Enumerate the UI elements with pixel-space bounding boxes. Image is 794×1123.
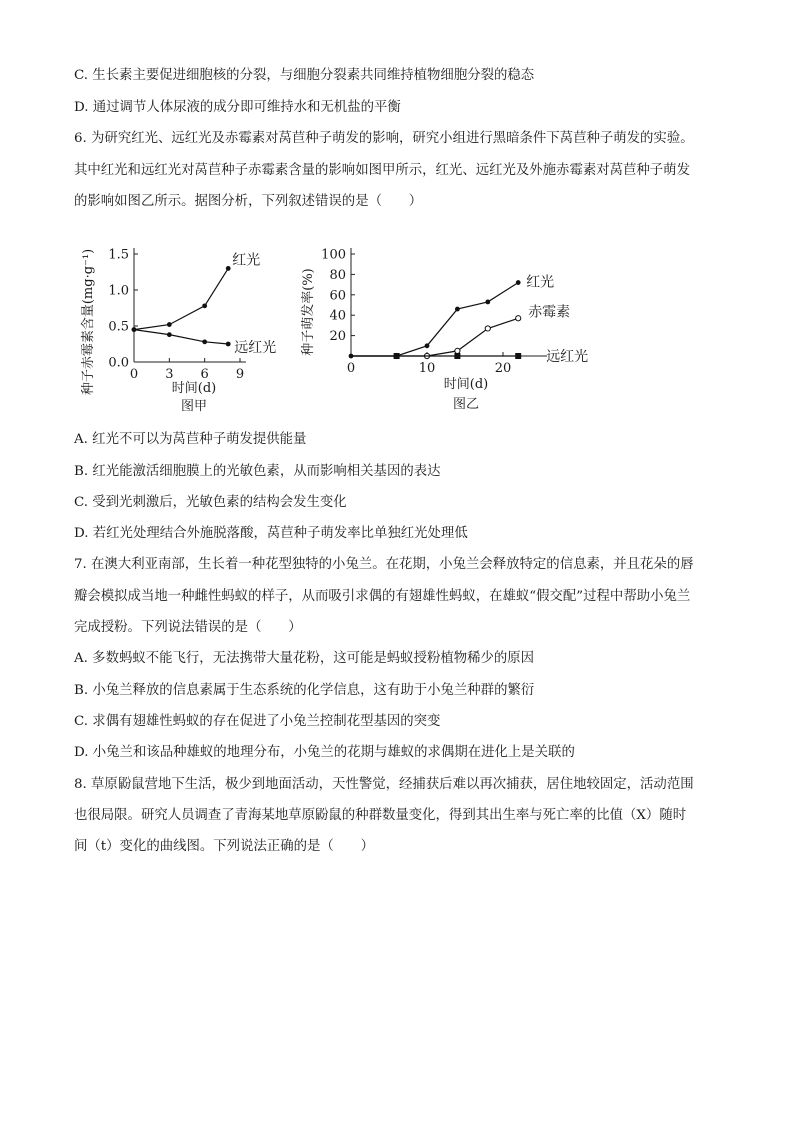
data-point [167,332,172,337]
y-tick-label: 1.0 [108,283,129,299]
question-6-line-2: 其中红光和远红光对莴苣种子赤霉素含量的影响如图甲所示，红光、远红光及外施赤霉素对莴苣种子萌发 [74,163,690,178]
question-7-line-3: 完成授粉。下列说法错误的是（ ） [74,620,302,635]
series-label: 远红光 [546,349,589,365]
option-c-q7: C. 求偶有翅雄性蚂蚁的存在促进了小兔兰控制花型基因的突变 [74,714,441,729]
data-point [516,316,521,321]
x-tick-label: 10 [418,361,436,376]
data-point [454,353,460,359]
chart-yi-title: 图乙 [452,397,480,412]
series-label: 远红光 [234,340,277,356]
data-point [226,342,231,347]
data-point [455,348,460,353]
data-point [485,326,490,331]
chart-yi [296,226,596,422]
option-c-q6: C. 受到光刺激后，光敏色素的结构会发生变化 [74,495,347,510]
y-tick-label: 80 [329,267,346,283]
data-point [167,322,172,327]
question-7-line-2: 瓣会模拟成当地一种雌性蚂蚁的样子，从而吸引求偶的有翅雄性蚂蚁，在雄蚁“假交配”过程中帮助小兔兰 [74,589,691,604]
option-b-q6: B. 红光能激活细胞膜上的光敏色素，从而影响相关基因的表达 [74,464,441,479]
x-tick-label: 20 [494,361,512,376]
option-d-q5: D. 通过调节人体尿液的成分即可维持水和无机盐的平衡 [74,100,401,115]
series-line [134,268,228,329]
x-tick-label: 6 [200,367,209,382]
x-tick-label: 0 [129,367,139,382]
chart-jia-title: 图甲 [180,399,208,414]
question-8-line-3: 间（t）变化的曲线图。下列说法正确的是（ ） [74,839,374,854]
y-tick-label: 0.5 [108,319,129,335]
data-point [202,339,207,344]
chart-yi-ylabel: 种子萌发率(%) [301,268,316,356]
data-point [516,280,521,285]
question-7-line-1: 7. 在澳大利亚南部，生长着一种花型独特的小兔兰。在花期，小兔兰会释放特定的信息素，并且花朵的唇 [74,557,694,572]
y-tick-label: 40 [329,308,346,324]
y-tick-label: 0.0 [108,355,129,371]
chart-jia [74,226,294,422]
y-tick-label: 1.5 [108,247,129,263]
data-point [394,353,400,359]
series-label: 赤霉素 [528,304,571,321]
y-tick-label: 60 [329,288,346,304]
x-tick-label: 9 [235,367,245,382]
y-tick-label: 20 [329,329,346,345]
series-line [134,330,228,344]
option-a-q6: A. 红光不可以为莴苣种子萌发提供能量 [74,432,307,447]
series-label: 红光 [232,252,261,269]
option-d-q6: D. 若红光处理结合外施脱落酸，莴苣种子萌发率比单独红光处理低 [74,526,468,541]
data-point [515,353,521,359]
question-8-line-2: 也很局限。研究人员调查了青海某地草原鼢鼠的种群数量变化，得到其出生率与死亡率的比值（X）随时 [74,808,687,823]
question-6-line-3: 的影响如图乙所示。据图分析，下列叙述错误的是（ ） [74,194,423,209]
series-label: 红光 [526,274,555,291]
option-c-q5: C. 生长素主要促进细胞核的分裂，与细胞分裂素共同维持植物细胞分裂的稳态 [74,68,535,83]
x-tick-label: 0 [346,361,356,376]
chart-jia-xlabel: 时间(d) [171,381,217,396]
option-b-q7: B. 小兔兰释放的信息素属于生态系统的化学信息，这有助于小兔兰种群的繁衍 [74,683,535,698]
chart-yi-xlabel: 时间(d) [443,377,489,392]
data-point [485,300,490,305]
data-point [132,327,137,332]
option-a-q7: A. 多数蚂蚁不能飞行，无法携带大量花粉，这可能是蚂蚁授粉植物稀少的原因 [74,651,535,666]
chart-jia-ylabel: 种子赤霉素含量(mg·g⁻¹) [81,248,96,396]
x-tick-label: 3 [165,367,174,382]
series-line [351,283,518,356]
data-point [226,266,231,271]
data-point [202,303,207,308]
option-d-q7: D. 小兔兰和该品种雄蚁的地理分布，小兔兰的花期与雄蚁的求偶期在进化上是关联的 [74,745,575,760]
data-point [425,343,430,348]
question-6-line-1: 6. 为研究红光、远红光及赤霉素对莴苣种子萌发的影响，研究小组进行黑暗条件下莴苣种子萌发的实验。 [74,131,694,146]
y-tick-label: 100 [321,247,346,263]
question-8-line-1: 8. 草原鼢鼠营地下生活，极少到地面活动，天性警觉，经捕获后难以再次捕获，居住地较固定，活动范围 [74,777,694,792]
data-point [455,307,460,312]
